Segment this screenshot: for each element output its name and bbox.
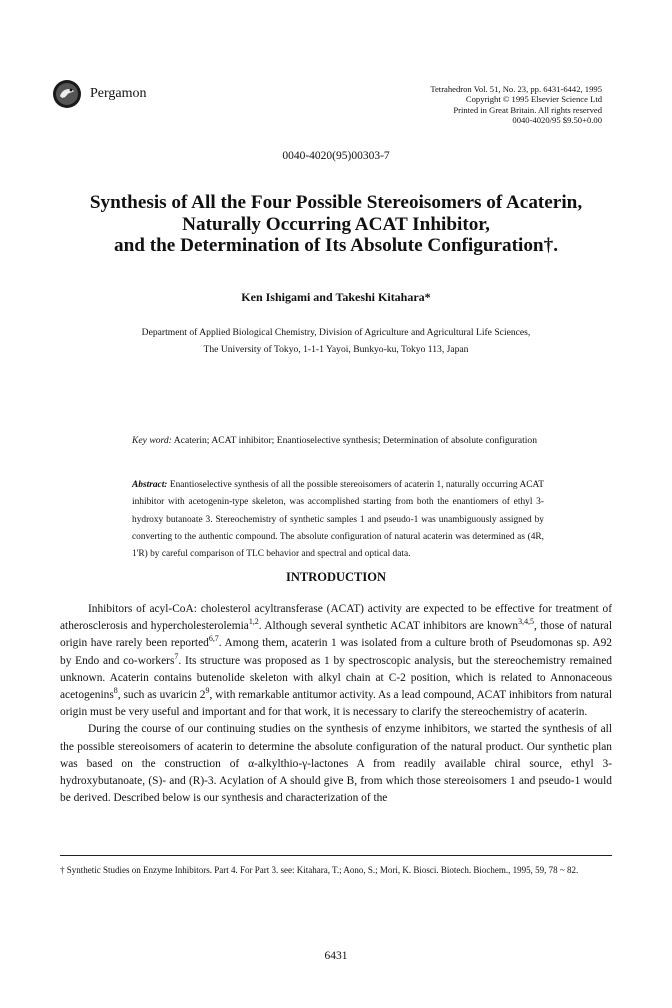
section-heading: INTRODUCTION <box>285 570 386 584</box>
abstract-text: Enantioselective synthesis of all the possible stereoisomers of acaterin 1, naturally occurring ACAT inhibitor with acetogenin-type skeleton, was accomplished starting from both the enantiomers of ethyl 3-hydroxy butanoate 3. Stereochemistry of synthetic samples 1 and pseudo-1 was unambiguously assigned by converting to the authentic compound. The absolute configuration of natural acaterin was determined as (4R, 1'R) by careful comparison of TLC behavior and spectral and optical data. <box>132 480 545 560</box>
affiliation-line-1: Department of Applied Biological Chemistry, Division of Agriculture and Agricultural Life Sciences, <box>141 327 531 338</box>
footnote-divider <box>60 855 612 856</box>
body-text <box>60 601 612 807</box>
publisher-name: Pergamon <box>90 86 147 101</box>
title-line-1: Synthesis of All the Four Possible Stereoisomers of Acaterin, <box>89 192 583 213</box>
affiliation <box>60 325 612 358</box>
paragraph-1: Inhibitors of acyl-CoA: cholesterol acyltransferase (ACAT) activity are expected to be effective for treatment of atherosclerosis and hypercholesterolemia$^{1,2}$. Although several synthetic ACAT inhibitors are known$^{3,4,5}$, those of natural origin have rarely been reported$^{6,7}$. Among them, acaterin 1 was isolated from a culture broth of Pseudomonas sp. A92 by Endo and co-workers$^7$. Its structure was proposed as 1 by spectroscopic analysis, but the stereochemistry remained unknown. Acaterin contains butenolide skeleton with alkyl chain at C-2 position, which is related to Annonaceous acetogenins$^8$, such as uvaricin $2^9$, with remarkable antitumor activity. As a lead compound, ACAT inhibitors from natural origin must be very useful and important and for that work, it is necessary to clarify the stereochemistry of acaterin. <box>60 603 613 719</box>
footnote: † Synthetic Studies on Enzyme Inhibitors. Part 4. For Part 3. see: Kitahara, T.; Aono, S.; Mori, K. Biosci. Biotech. Biochem., 1995, 59, 78 ~ 82. <box>60 865 579 875</box>
keywords-label: Key word: <box>132 435 172 446</box>
keywords <box>132 432 544 449</box>
title-line-2: Naturally Occurring ACAT Inhibitor, <box>182 213 490 235</box>
printed-line: Printed in Great Britain. All rights reserved <box>453 104 602 115</box>
paragraph-2: During the course of our continuing studies on the synthesis of enzyme inhibitors, we started the synthesis of all the possible stereoisomers of acaterin to determine the absolute configuration of the natural product. Our synthetic plan was based on the construction of α-alkylthio-γ-lactones A from readily available chiral source, ethyl 3-hydroxybutanoate, (S)- and (R)-3. Acylation of A should give B, from which those stereoisomers 1 and pseudo-1 would be derived. Described below is our synthesis and characterization of the <box>60 723 612 805</box>
page-number: 6431 <box>324 950 348 962</box>
authors: Ken Ishigami and Takeshi Kitahara* <box>241 290 431 304</box>
copyright-line: Copyright © 1995 Elsevier Science Ltd <box>465 94 602 105</box>
doi-code: 0040-4020(95)00303-7 <box>282 150 390 162</box>
paper-title <box>60 192 612 257</box>
abstract <box>132 477 544 563</box>
pergamon-logo-icon <box>52 79 82 109</box>
keywords-text: Acaterin; ACAT inhibitor; Enantioselective synthesis; Determination of absolute configuration <box>173 435 538 446</box>
abstract-label: Abstract: <box>132 480 168 490</box>
journal-citation: Tetrahedron Vol. 51, No. 23, pp. 6431-6442, 1995 <box>430 84 602 94</box>
affiliation-line-2: The University of Tokyo, 1-1-1 Yayoi, Bunkyo-ku, Tokyo 113, Japan <box>203 343 469 355</box>
price-line: 0040-4020/95 $9.50+0.00 <box>512 115 602 126</box>
journal-info <box>430 84 602 126</box>
title-line-3: and the Determination of Its Absolute Configuration†. <box>114 235 558 257</box>
